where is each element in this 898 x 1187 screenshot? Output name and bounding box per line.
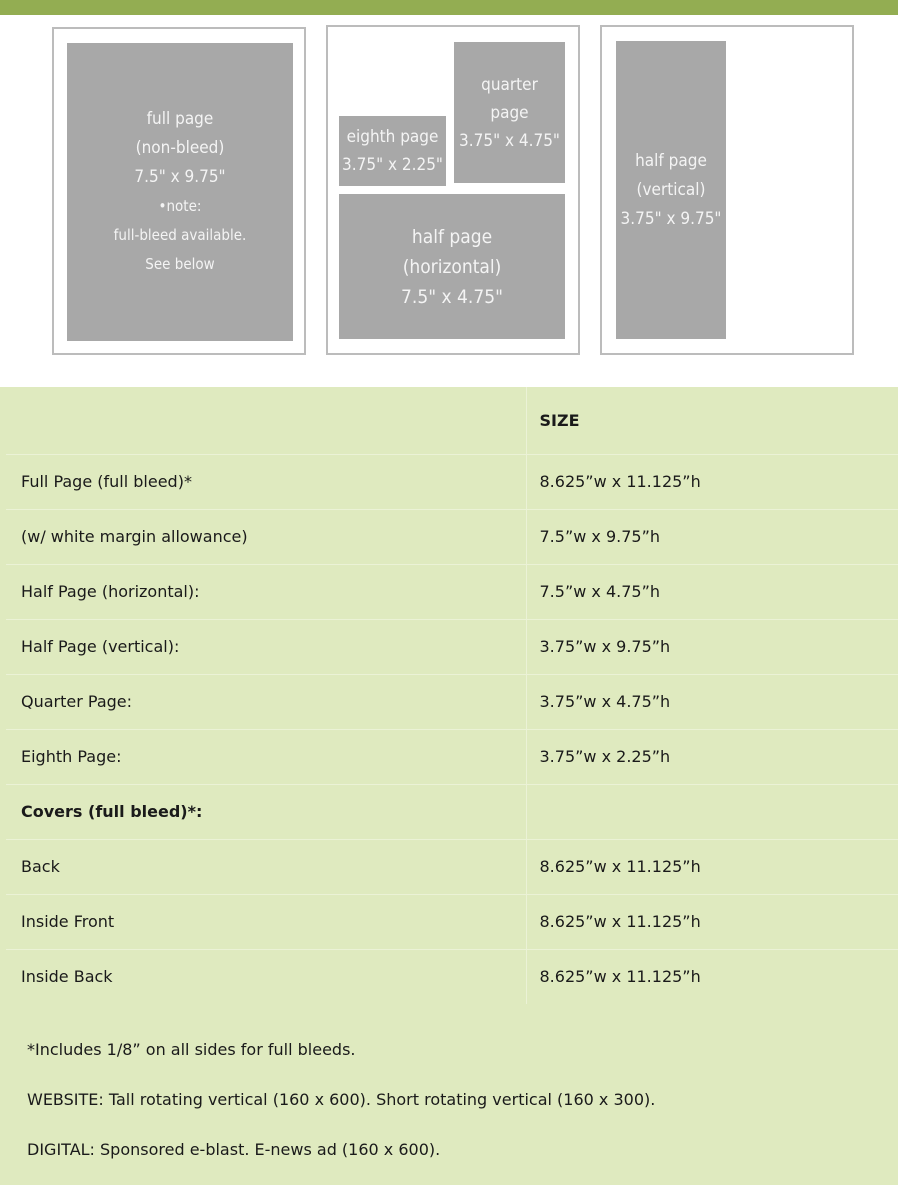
eighth-page-title: eighth page [346, 127, 439, 147]
block-half-horizontal [339, 194, 565, 339]
notes-section [27, 1037, 655, 1187]
half-vertical-title: half page [635, 150, 707, 171]
block-quarter-page [454, 42, 565, 183]
full-page-subtitle: (non-bleed) [135, 138, 225, 158]
half-vertical-subtitle: (vertical) [636, 179, 706, 200]
row-label: Covers (full bleed)*: [6, 784, 526, 839]
frame-half-vertical [600, 25, 854, 355]
row-label: Back [6, 839, 526, 894]
table-row [6, 894, 898, 949]
table-row [6, 619, 898, 674]
row-size: 7.5”w x 4.75”h [526, 564, 898, 619]
top-accent-bar [0, 0, 898, 15]
row-size [526, 784, 898, 839]
block-half-vertical [616, 41, 726, 339]
row-label: (w/ white margin allowance) [6, 509, 526, 564]
table-row [6, 839, 898, 894]
website-note: WEBSITE: Tall rotating vertical (160 x 600). Short rotating vertical (160 x 300). [27, 1090, 656, 1109]
bleed-note: *Includes 1/8” on all sides for full bleeds. [27, 1040, 356, 1059]
quarter-page-size: 3.75" x 4.75" [459, 130, 560, 151]
row-label: Half Page (horizontal): [6, 564, 526, 619]
half-horizontal-title: half page [411, 225, 493, 248]
row-size: 3.75”w x 4.75”h [526, 674, 898, 729]
row-size: 8.625”w x 11.125”h [526, 839, 898, 894]
half-horizontal-subtitle: (horizontal) [402, 255, 502, 278]
full-page-size: 7.5" x 9.75" [134, 167, 226, 187]
row-size: 8.625”w x 11.125”h [526, 454, 898, 509]
table-row-covers-heading [6, 784, 898, 839]
row-label: Eighth Page: [6, 729, 526, 784]
full-page-note: •note: [158, 197, 202, 215]
row-label: Inside Back [6, 949, 526, 1004]
full-page-note-line2: See below [145, 255, 215, 273]
row-size: 8.625”w x 11.125”h [526, 894, 898, 949]
table-header-row [6, 387, 898, 454]
block-eighth-page [339, 116, 446, 186]
frame-full-page [52, 27, 306, 355]
table-row [6, 509, 898, 564]
half-horizontal-size: 7.5" x 4.75" [401, 285, 503, 308]
quarter-page-title: quarter [481, 74, 538, 95]
header-label-cell [6, 387, 526, 454]
eighth-page-size: 3.75" x 2.25" [342, 155, 443, 175]
frame-split-page [326, 25, 580, 355]
ad-sizes-table [6, 387, 898, 1004]
quarter-page-title-2: page [490, 102, 529, 123]
table-row [6, 564, 898, 619]
table-row [6, 949, 898, 1004]
table-row [6, 454, 898, 509]
row-label: Quarter Page: [6, 674, 526, 729]
row-size: 3.75”w x 9.75”h [526, 619, 898, 674]
table-row [6, 729, 898, 784]
block-full-page [67, 43, 293, 341]
half-vertical-size: 3.75" x 9.75" [620, 208, 722, 229]
row-label: Inside Front [6, 894, 526, 949]
table-row [6, 674, 898, 729]
ad-size-diagram [0, 15, 898, 387]
row-label: Full Page (full bleed)* [6, 454, 526, 509]
digital-note: DIGITAL: Sponsored e-blast. E-news ad (160 x 600). [27, 1140, 441, 1159]
header-size-cell: SIZE [526, 387, 898, 454]
specs-panel [0, 387, 898, 1185]
row-label: Half Page (vertical): [6, 619, 526, 674]
full-page-note-line1: full-bleed available. [113, 226, 247, 244]
full-page-title: full page [146, 109, 214, 129]
row-size: 3.75”w x 2.25”h [526, 729, 898, 784]
row-size: 7.5”w x 9.75”h [526, 509, 898, 564]
row-size: 8.625”w x 11.125”h [539, 967, 701, 987]
